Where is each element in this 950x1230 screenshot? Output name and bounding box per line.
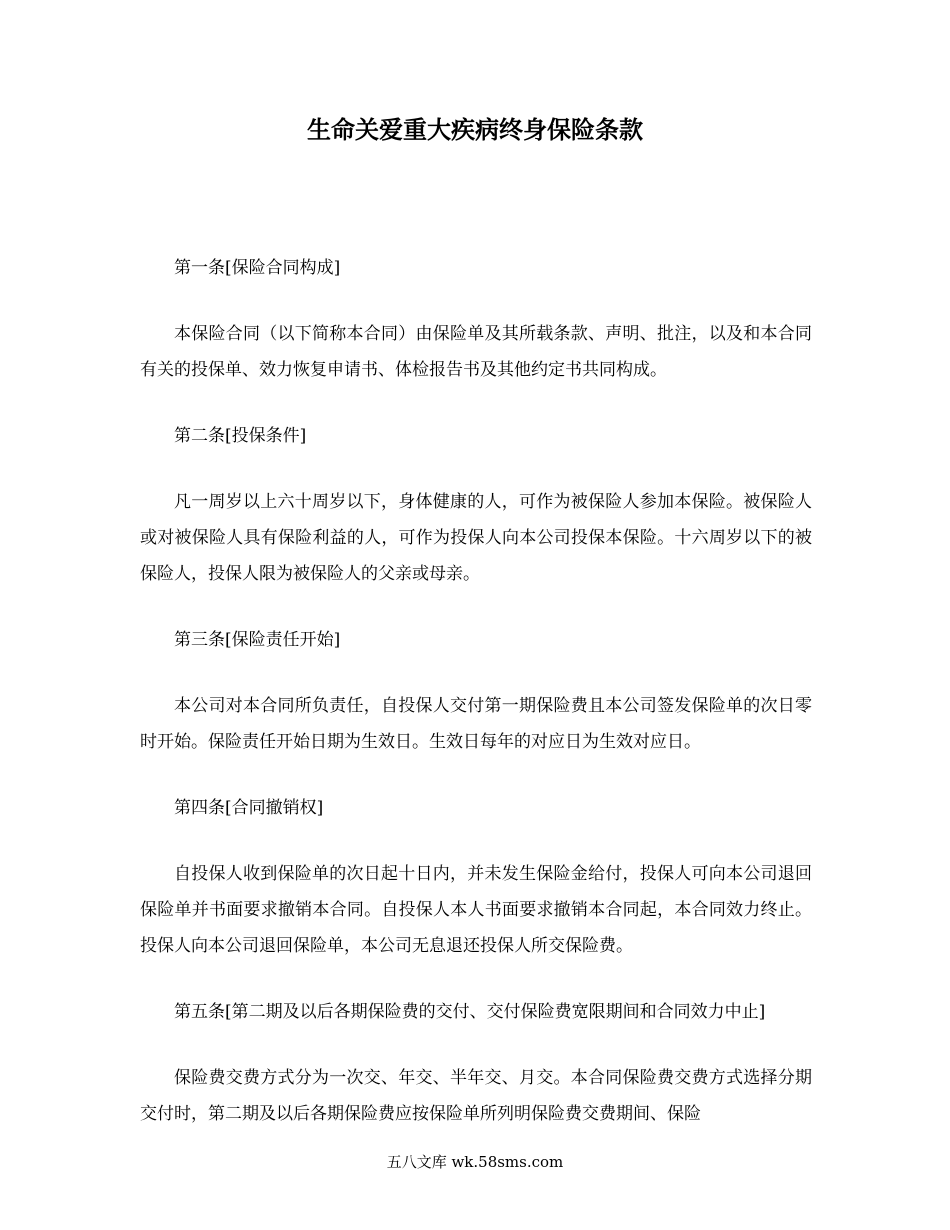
section-text-5: 保险费交费方式分为一次交、年交、半年交、月交。本合同保险费交费方式选择分期交付时，第二期及以后各期保险费应按保险单所列明保险费交费期间、保险: [140, 1068, 812, 1124]
section-heading-4: 第四条[合同撤销权]: [174, 798, 324, 818]
page-footer: 五八文库 wk.58sms.com: [386, 1153, 564, 1171]
section-heading-2: 第二条[投保条件]: [174, 426, 307, 446]
section-heading-1: 第一条[保险合同构成]: [174, 258, 341, 278]
document-body: [140, 250, 812, 1162]
section-text-3: 本公司对本合同所负责任，自投保人交付第一期保险费且本公司签发保险单的次日零时开始。保险责任开始日期为生效日。生效日每年的对应日为生效对应日。: [140, 696, 812, 752]
section-heading-3: 第三条[保险责任开始]: [174, 630, 341, 650]
section-text-4: 自投保人收到保险单的次日起十日内，并未发生保险金给付，投保人可向本公司退回保险单并书面要求撤销本合同。自投保人本人书面要求撤销本合同起，本合同效力终止。投保人向本公司退回保险单，本公司无息退还投保人所交保险费。: [140, 864, 812, 956]
section-text-2: 凡一周岁以上六十周岁以下，身体健康的人，可作为被保险人参加本保险。被保险人或对被保险人具有保险利益的人，可作为投保人向本公司投保本保险。十六周岁以下的被保险人，投保人限为被保险人的父亲或母亲。: [140, 492, 812, 584]
section-text-1: 本保险合同（以下简称本合同）由保险单及其所载条款、声明、批注，以及和本合同有关的投保单、效力恢复申请书、体检报告书及其他约定书共同构成。: [140, 324, 812, 380]
document-title: 生命关爱重大疾病终身保险条款: [307, 116, 643, 144]
section-heading-5: 第五条[第二期及以后各期保险费的交付、交付保险费宽限期间和合同效力中止]: [174, 1002, 766, 1022]
